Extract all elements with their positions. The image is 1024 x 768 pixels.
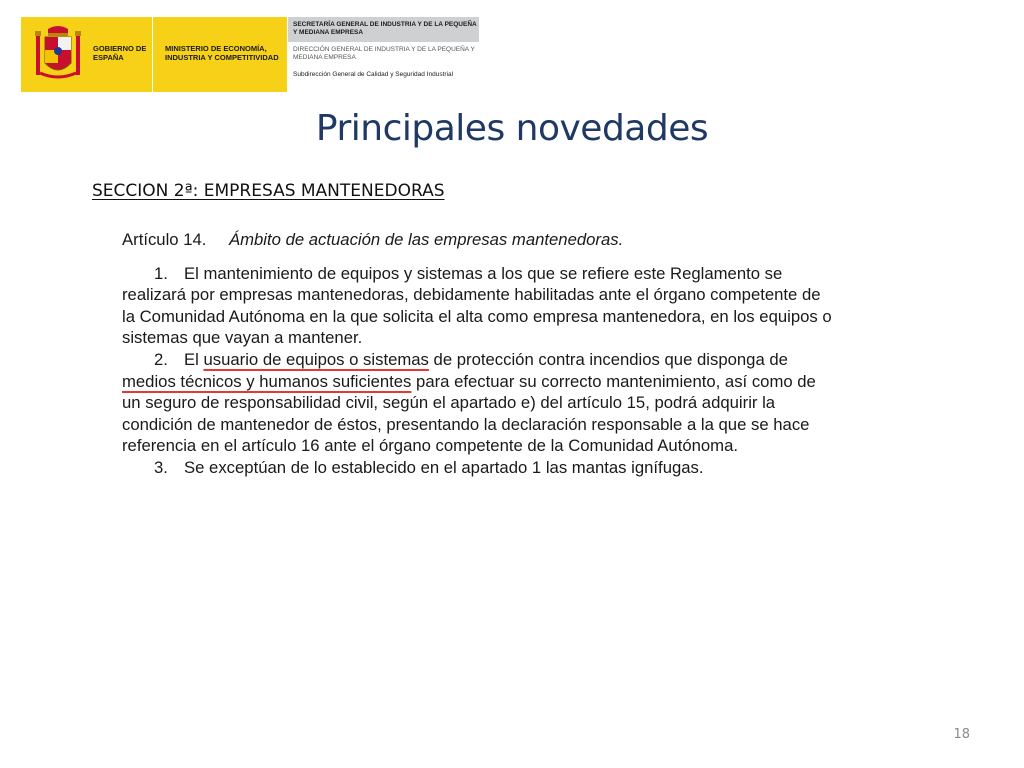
paragraph-number: 2. bbox=[154, 349, 168, 369]
subdireccion-label: Subdirección General de Calidad y Seguridad Industrial bbox=[293, 71, 454, 78]
paragraph-number: 1. bbox=[154, 263, 168, 283]
article-excerpt bbox=[122, 229, 834, 479]
paragraph-number: 3. bbox=[154, 457, 168, 477]
paragraph-text: Se exceptúan de lo establecido en el apartado 1 las mantas ignífugas. bbox=[184, 457, 704, 477]
gobierno-label: GOBIERNO DE ESPAÑA bbox=[93, 44, 147, 62]
direccion-label: DIRECCIÓN GENERAL DE INDUSTRIA Y DE LA PEQUEÑA Y MEDIANA EMPRESA bbox=[293, 46, 475, 61]
paragraph-2 bbox=[122, 349, 834, 457]
paragraph-text-pre: El bbox=[184, 349, 204, 369]
article-number: Artículo 14. bbox=[122, 230, 207, 249]
paragraph-text-post: para efectuar su correcto mantenimiento, así como de un seguro de responsabilidad civil, según el apartado e) del artículo 15, podrá adquirir la condición de mantenedor de éstos, presentando la declaración responsable a la que se hace referencia en el artículo 16 ante el órgano competente de la Comunidad Autónoma. bbox=[122, 371, 816, 456]
page-title: Principales novedades bbox=[315, 108, 709, 149]
banner-divider bbox=[152, 17, 153, 92]
paragraph-1 bbox=[122, 263, 834, 349]
secretaria-label: SECRETARÍA GENERAL DE INDUSTRIA Y DE LA PEQUEÑA Y MEDIANA EMPRESA bbox=[293, 21, 477, 36]
header-banner bbox=[21, 17, 479, 92]
highlighted-medios: medios técnicos y humanos suficientes bbox=[122, 371, 412, 391]
ministerio-label: MINISTERIO DE ECONOMÍA, INDUSTRIA Y COMPETITIVIDAD bbox=[165, 44, 279, 62]
highlighted-usuario: usuario de equipos o sistemas bbox=[203, 349, 429, 369]
page-number: 18 bbox=[953, 727, 970, 742]
coat-of-arms-icon bbox=[34, 25, 82, 83]
paragraph-text-mid: de protección contra incendios que disponga de bbox=[428, 349, 788, 369]
section-heading: SECCION 2ª: EMPRESAS MANTENEDORAS bbox=[92, 181, 445, 201]
paragraph-text: El mantenimiento de equipos y sistemas a los que se refiere este Reglamento se realizará por empresas mantenedoras, debidamente habilitadas ante el órgano competente de la Comunidad Autónoma en la que solicita el alta como empresa mantenedora, en los equipos o sistemas que vayan a mantener. bbox=[122, 263, 832, 348]
article-title: Ámbito de actuación de las empresas mantenedoras. bbox=[229, 230, 624, 249]
paragraph-3 bbox=[122, 457, 834, 479]
article-heading bbox=[122, 229, 834, 251]
